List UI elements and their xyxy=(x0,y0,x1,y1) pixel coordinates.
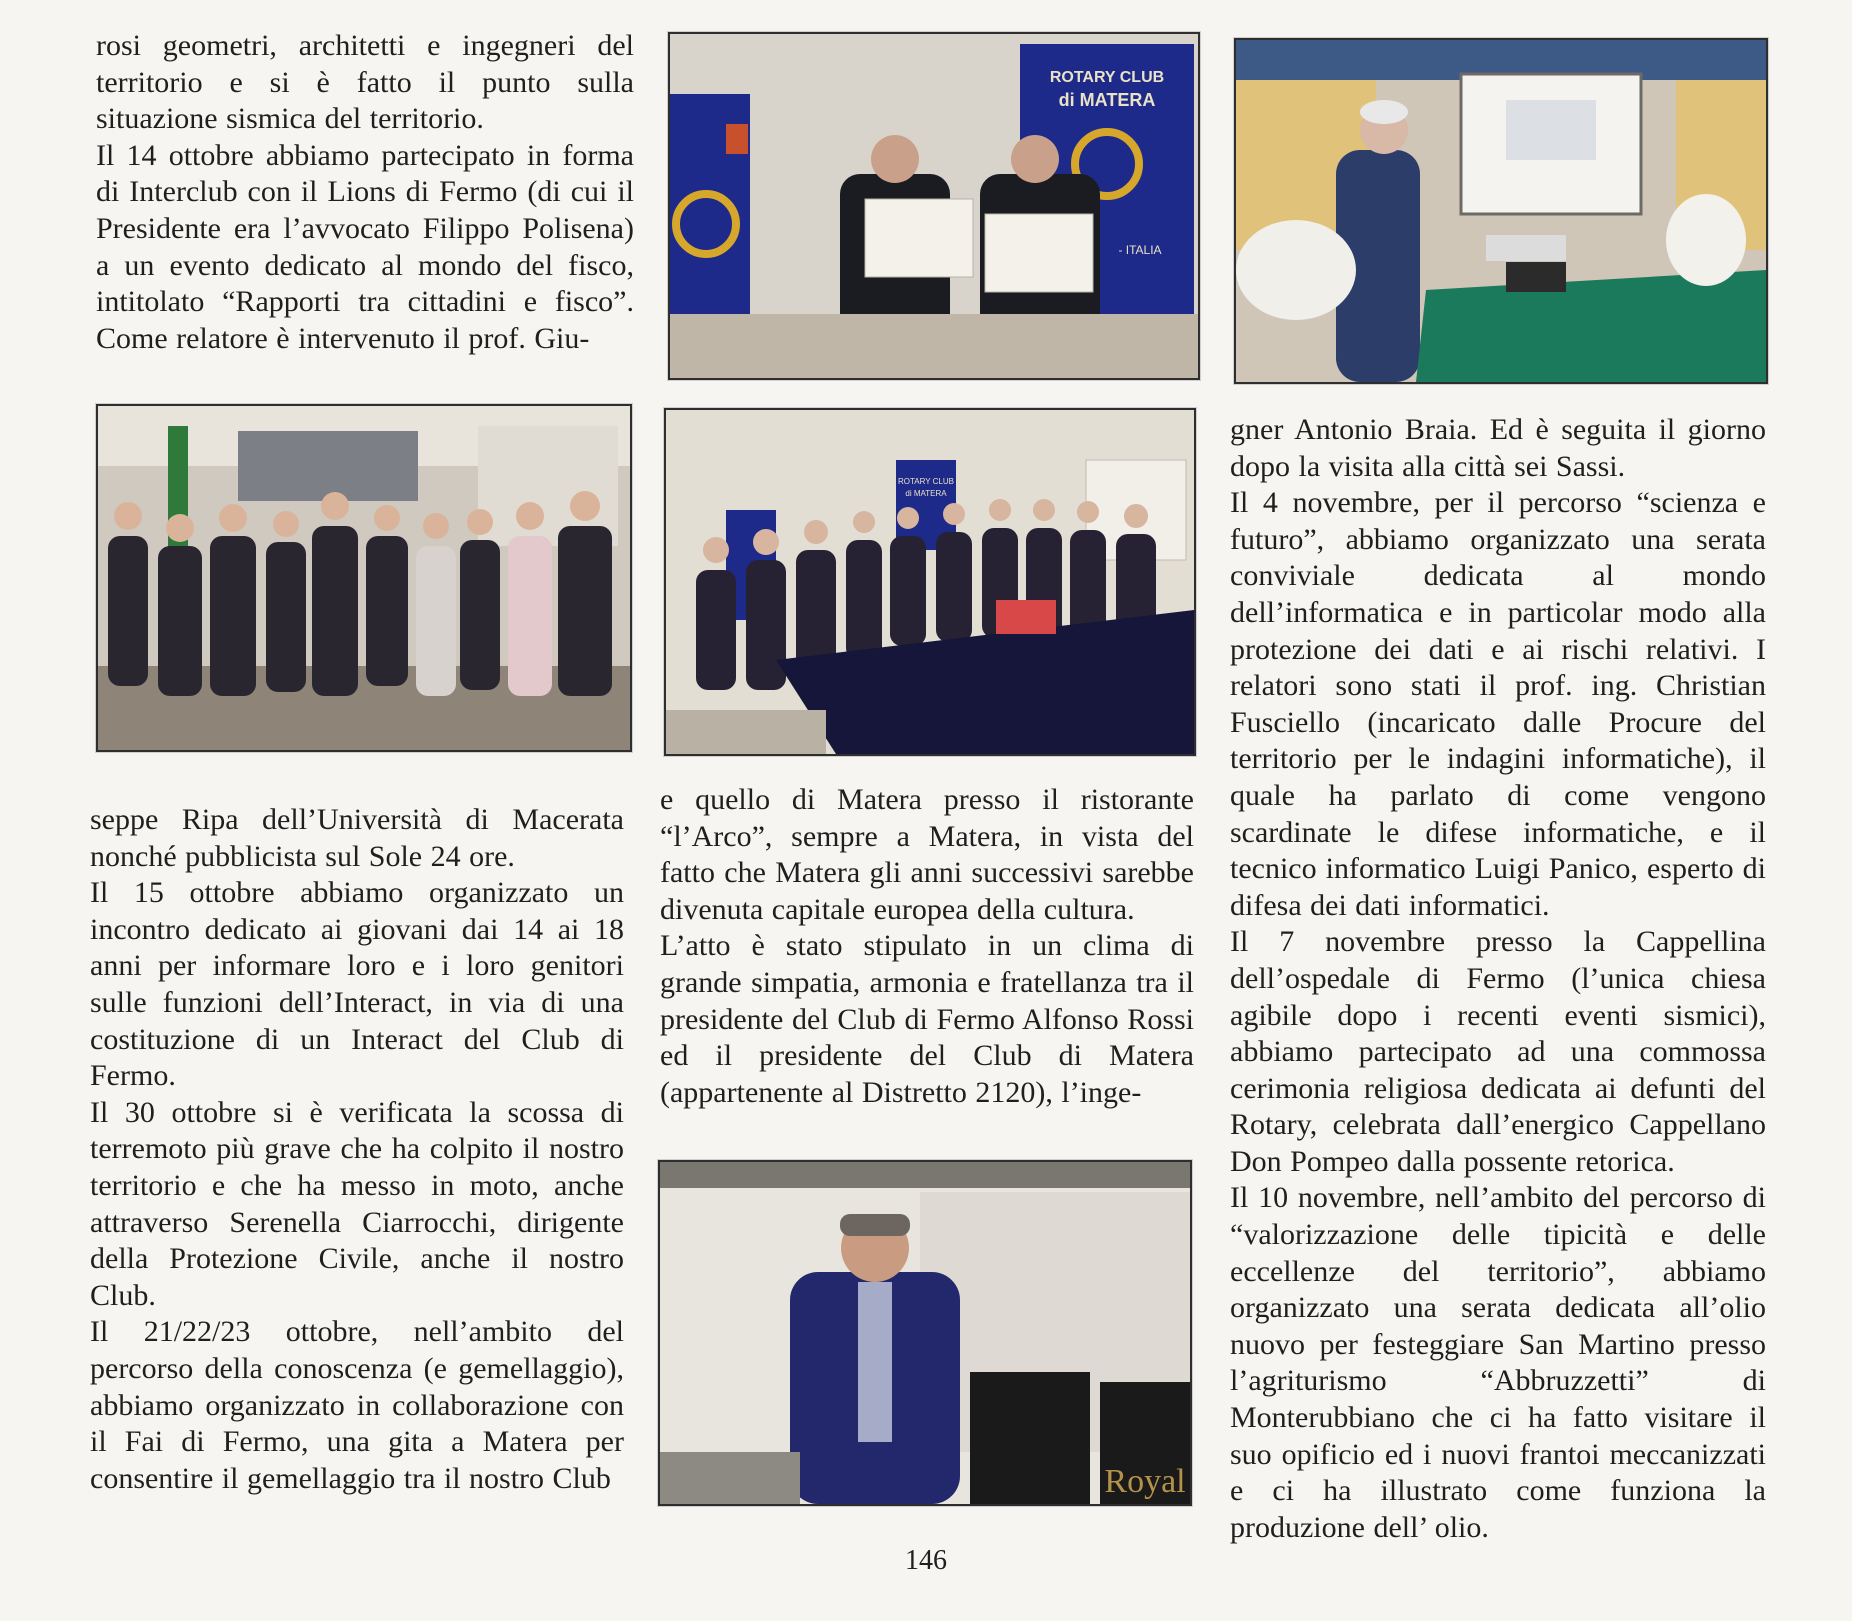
photo-group-interact xyxy=(96,404,632,752)
page-number: 146 xyxy=(905,1545,947,1576)
paragraph: e quello di Matera presso il ristorante “l’Arco”, sempre a Matera, in vista del fatto che Matera gli anni successivi sarebbe divenuta capitale europea della cultura. xyxy=(660,783,1194,926)
small-banner-line-2: di MATERA xyxy=(905,489,947,498)
column-1-bottom-text xyxy=(90,802,624,1497)
banquet-photo-illustration xyxy=(666,410,1194,754)
paragraph: Il 14 ottobre abbiamo partecipato in forma di Interclub con il Lions di Fermo (di cui il Presidente era l’avvocato Filippo Polisena) a un evento dedicato al mondo del fisco, intitolato “Rapporti tra cittadini e fisco”. Come relatore è intervenuto il prof. Giu- xyxy=(96,138,634,355)
column-3-bottom-text xyxy=(1230,412,1766,1546)
photo-presenter-projector xyxy=(1234,38,1768,384)
paragraph: Il 21/22/23 ottobre, nell’ambito del percorso della conoscenza (e gemellaggio), abbiamo organizzato in collaborazione con il Fai di Fermo, una gita a Matera per consentire il gemellaggio tra il nostro Club xyxy=(90,1315,624,1495)
paragraph: Il 15 ottobre abbiamo organizzato un incontro dedicato ai giovani dai 14 ai 18 anni per informare loro e i loro genitori sulle funzioni dell’Interact, in via di una costituzione di un Interact del Club di Fermo. xyxy=(90,876,624,1093)
hotel-sign: Royal xyxy=(1104,1463,1186,1500)
banner-line-2: di MATERA xyxy=(1058,90,1156,110)
column-1-top-text xyxy=(96,28,634,357)
column-2-middle-text xyxy=(660,782,1194,1111)
banner-line-1: ROTARY CLUB xyxy=(1049,69,1165,86)
paragraph: Il 30 ottobre si è verificata la scossa di terremoto più grave che ha colpito il nostro territorio e che ha messo in moto, anche attraverso Serenella Ciarrocchi, dirigente della Protezione Civile, anche il nostro Club. xyxy=(90,1095,624,1312)
paragraph: Il 10 novembre, nell’ambito del percorso di “valorizzazione delle tipicità e delle eccellenze del territorio”, abbiamo organizzato una serata dedicata all’olio nuovo per festeggiare San Martino presso l’agriturismo “Abbruzzetti” di Monterubbiano che ci ha fatto visitare il suo opificio ed i nuovi frantoi meccanizzati e ci ha illustrato come funziona la produzione dell’ olio. xyxy=(1230,1181,1766,1544)
photo-presidents-certificates xyxy=(668,32,1200,380)
presenter-photo-illustration xyxy=(1236,40,1766,382)
banner-footer: - ITALIA xyxy=(1118,243,1162,257)
presidents-photo-illustration xyxy=(670,34,1198,378)
paragraph: Il 7 novembre presso la Cappellina dell’ospedale di Fermo (l’unica chiesa agibile dopo i recenti eventi sismici), abbiamo partecipato ad una commossa cerimonia religiosa dedicata ai defunti del Rotary, celebrata dall’energico Cappellano Don Pompeo dalla possente retorica. xyxy=(1230,925,1766,1178)
small-banner-line-1: ROTARY CLUB xyxy=(897,477,955,486)
paragraph: seppe Ripa dell’Università di Macerata nonché pubblicista sul Sole 24 ore. xyxy=(90,803,624,873)
paragraph: Il 4 novembre, per il percorso “scienza e futuro”, abbiamo organizzato una serata conviviale dedicata al mondo dell’informatica e in particolar modo alla protezione dei dati e ai rischi relativi. I relatori sono stati il prof. ing. Christian Fusciello (incaricato dalle Procure del territorio per le indagini informatiche), il quale ha parlato di come vengono scardinate le difese informatiche, e il tecnico informatico Luigi Panico, esperto di difesa dei dati informatici. xyxy=(1230,486,1766,922)
paragraph: gner Antonio Braia. Ed è seguita il giorno dopo la visita alla città sei Sassi. xyxy=(1230,413,1766,483)
paragraph: L’atto è stato stipulato in un clima di grande simpatia, armonia e fratellanza tra il presidente del Club di Fermo Alfonso Rossi ed il presidente del Club di Matera (appartenente al Distretto 2120), l’inge- xyxy=(660,929,1194,1109)
photo-speaker xyxy=(658,1160,1192,1506)
paragraph: rosi geometri, architetti e ingegneri del territorio e si è fatto il punto sulla situazione sismica del territorio. xyxy=(96,29,634,136)
photo-banquet-group xyxy=(664,408,1196,756)
group-photo-illustration xyxy=(98,406,630,750)
speaker-photo-illustration xyxy=(660,1162,1190,1504)
